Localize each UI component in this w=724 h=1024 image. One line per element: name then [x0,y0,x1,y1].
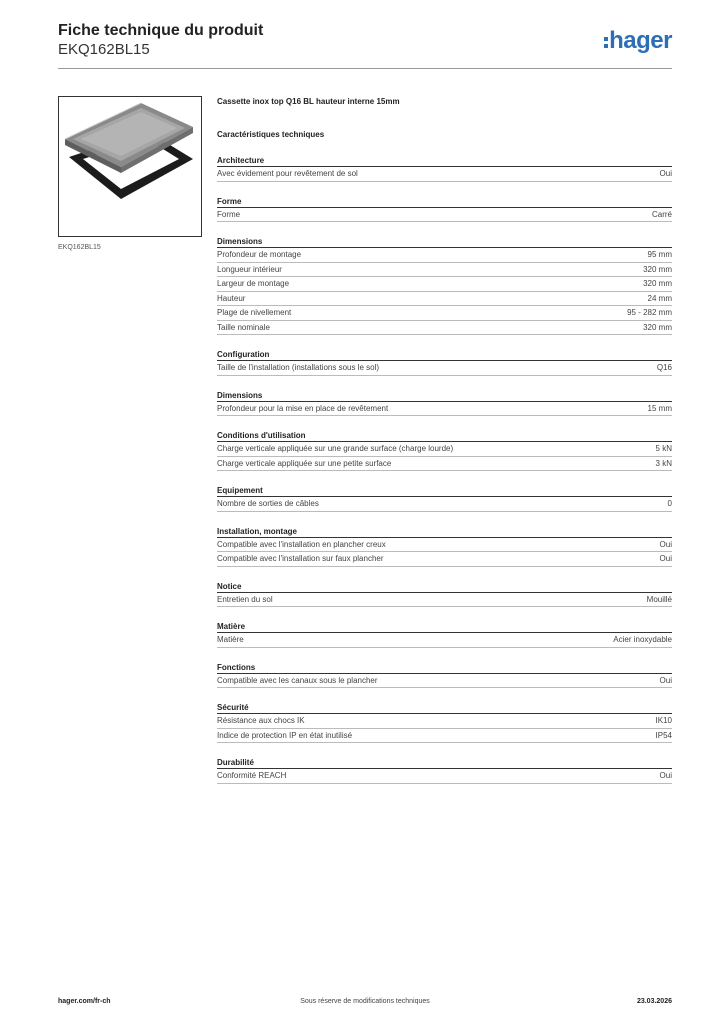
spec-value: 320 mm [643,264,672,274]
spec-label: Profondeur pour la mise en place de revêtement [217,403,389,413]
spec-value: Oui [659,539,672,549]
spec-value: Oui [659,169,672,178]
section-title: Architecture [217,155,672,167]
header-divider [58,68,672,69]
spec-section [217,349,672,376]
document-title: Fiche technique du produit [58,22,264,39]
hager-logo [604,28,672,54]
spec-label: Profondeur de montage [217,250,302,259]
section-title: Sécurité [217,702,672,714]
spec-row [217,402,672,417]
spec-row [217,442,672,457]
logo-wordmark: hager [609,27,672,54]
spec-label: Compatible avec l'installation en plancher creux [217,539,386,549]
spec-row [217,593,672,608]
spec-value: Carré [651,209,672,219]
spec-row [217,277,672,292]
spec-row [217,457,672,472]
spec-section [217,581,672,608]
section-title: Matière [217,621,672,633]
spec-label: Taille de l'installation (installations sous le sol) [217,363,380,372]
spec-section [217,526,672,567]
spec-row [217,306,672,321]
spec-row [217,248,672,263]
spec-section [217,430,672,471]
floor-box-cassette-image [59,97,201,236]
spec-section [217,757,672,784]
spec-label: Largeur de montage [217,279,290,288]
spec-row [217,729,672,744]
spec-row [217,714,672,729]
section-title: Dimensions [217,236,672,248]
spec-value: Acier inoxydable [613,635,672,644]
spec-value: 95 - 282 mm [627,308,672,317]
spec-row [217,674,672,689]
spec-section [217,702,672,743]
footer-disclaimer: Sous réserve de modifications techniques [300,998,430,1005]
spec-label: Nombre de sorties de câbles [217,499,319,508]
spec-section [217,485,672,512]
spec-label: Compatible avec l'installation sur faux plancher [217,554,384,563]
spec-value: 5 kN [655,444,672,453]
spec-row [217,552,672,567]
spec-row [217,263,672,278]
spec-row [217,208,672,223]
spec-label: Charge verticale appliquée sur une grande surface (charge lourde) [217,444,454,453]
spec-label: Avec évidement pour revêtement de sol [217,169,358,178]
spec-label: Hauteur [217,293,246,303]
spec-value: 95 mm [647,250,672,259]
spec-row [217,497,672,512]
spec-label: Forme [217,209,241,219]
spec-value: 0 [667,499,672,508]
spec-value: 320 mm [643,322,672,332]
footer-url: hager.com/fr-ch [58,998,111,1005]
spec-label: Plage de nivellement [217,308,292,317]
spec-section [217,196,672,223]
spec-row [217,321,672,336]
spec-section [217,236,672,335]
section-title: Configuration [217,349,672,361]
page-header [58,22,672,70]
section-title: Equipement [217,485,672,497]
spec-label: Charge verticale appliquée sur une petite surface [217,458,392,468]
spec-value: Mouillé [646,594,672,604]
spec-value: Oui [659,771,672,780]
spec-value: 15 mm [647,403,672,413]
logo-dots-icon [604,37,608,48]
spec-value: Oui [659,675,672,685]
image-caption: EKQ162BL15 [58,244,101,251]
spec-section [217,155,672,182]
spec-value: 24 mm [647,293,672,303]
spec-label: Matière [217,635,244,644]
spec-label: Conformité REACH [217,771,287,780]
spec-label: Taille nominale [217,322,270,332]
spec-value: 320 mm [643,279,672,288]
spec-label: Compatible avec les canaux sous le plancher [217,675,378,685]
spec-row [217,361,672,376]
section-title: Fonctions [217,662,672,674]
section-title: Dimensions [217,390,672,402]
tech-heading: Caractéristiques techniques [217,130,325,139]
section-title: Durabilité [217,757,672,769]
spec-section [217,390,672,417]
product-image [58,96,202,237]
footer-date: 23.03.2026 [636,998,672,1005]
spec-section [217,621,672,648]
section-title: Conditions d'utilisation [217,430,672,442]
spec-row [217,633,672,648]
section-title: Forme [217,196,672,208]
spec-value: Q16 [656,363,672,372]
spec-row [217,769,672,784]
spec-label: Résistance aux chocs IK [217,716,305,725]
spec-value: IP54 [655,730,672,740]
product-reference: EKQ162BL15 [58,41,150,58]
spec-content [217,96,672,784]
section-title: Notice [217,581,672,593]
section-title: Installation, montage [217,526,672,538]
spec-label: Indice de protection IP en état inutilisé [217,730,353,740]
spec-value: IK10 [655,716,672,725]
spec-row [217,167,672,182]
page-footer [58,998,672,1010]
spec-row [217,292,672,307]
spec-sections [217,155,672,784]
spec-section [217,662,672,689]
product-name: Cassette inox top Q16 BL hauteur interne 15mm [217,97,400,106]
spec-label: Entretien du sol [217,594,273,604]
spec-value: 3 kN [655,458,672,468]
spec-label: Longueur intérieur [217,264,282,274]
spec-row [217,538,672,553]
spec-value: Oui [659,554,672,563]
